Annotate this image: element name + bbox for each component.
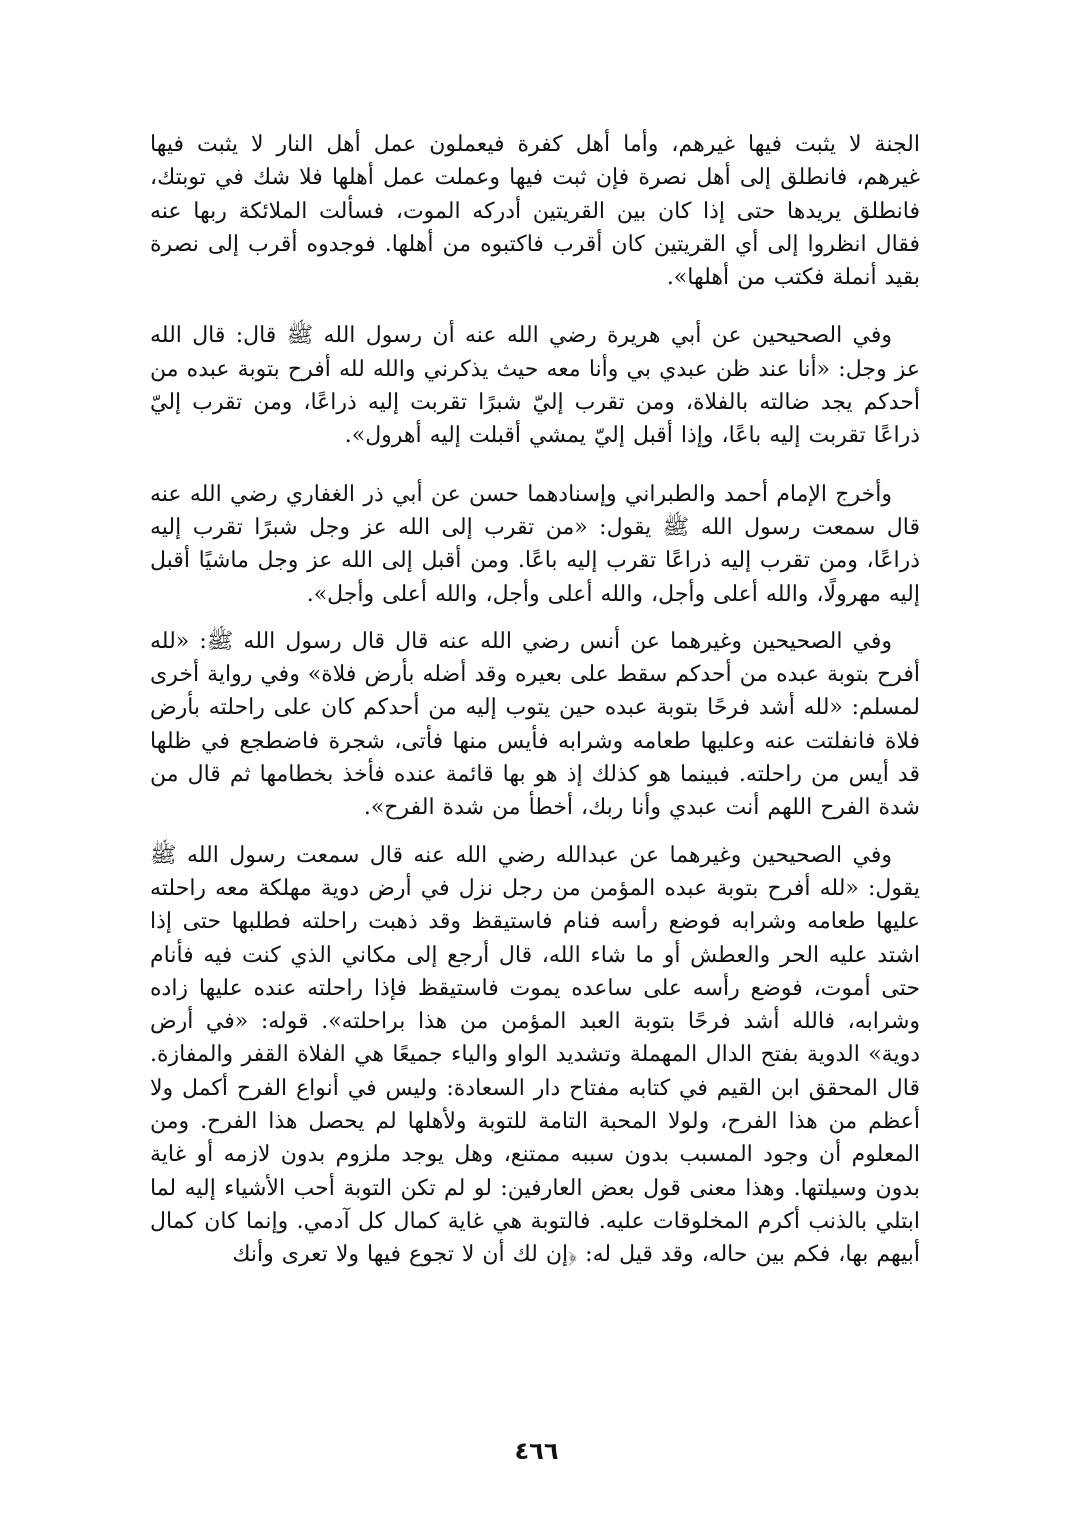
page-body	[150, 128, 920, 1272]
paragraph-abu-dharr-hadith: وأخرج الإمام أحمد والطبراني وإسنادهما حسن عن أبي ذر الغفاري رضي الله عنه قال سمعت رسول الله ﷺ يقول: «من تقرب إلى الله عز وجل شبرًا تقرب إليه ذراعًا، ومن تقرب إليه ذراعًا تقرب إليه باعًا. ومن أقبل إلى الله عز وجل ماشيًا أقبل إليه مهرولًا، والله أعلى وأجل، والله أعلى وأجل، والله أعلى وأجل».	[150, 481, 920, 607]
paragraph-abdullah-hadith: وفي الصحيحين وغيرهما عن عبدالله رضي الله عنه قال سمعت رسول الله ﷺ يقول: «لله أفرح بتوبة عبده المؤمن من رجل نزل في أرض دوية مهلكة معه راحلته عليها طعامه وشرابه فوضع رأسه فنام فاستيقظ وقد ذهبت راحلته فطلبها حتى إذا اشتد عليه الحر والعطش أو ما شاء الله، قال أرجع إلى مكاني الذي كنت فيه فأنام حتى أموت، فوضع رأسه على ساعده يموت فاستيقظ فإذا راحلته عنده عليها زاده وشرابه، فالله أشد فرحًا بتوبة العبد المؤمن من هذا براحلته». قوله: «في أرض دوية» الدوية بفتح الدال المهملة وتشديد الواو والياء جميعًا هي الفلاة القفر والمفازة. قال المحقق ابن القيم في كتابه مفتاح دار السعادة: وليس في أنواع الفرح أكمل ولا أعظم من هذا الفرح، ولولا المحبة التامة للتوبة ولأهلها لم يحصل هذا الفرح. ومن المعلوم أن وجود المسبب بدون سببه ممتنع، وهل يوجد ملزوم بدون لازمه أو غاية بدون وسيلتها. وهذا معنى قول بعض العارفين: لو لم تكن التوبة أحب الأشياء إليه لما ابتلي بالذنب أكرم المخلوقات عليه. فالتوبة هي غاية كمال كل آدمي. وإنما كان كمال أبيهم بها، فكم بين حاله، وقد قيل له: ﴿إن لك أن لا تجوع فيها ولا تعرى وأنك	[150, 842, 920, 1268]
paragraph-abu-hurayra-hadith: وفي الصحيحين عن أبي هريرة رضي الله عنه أن رسول الله ﷺ قال: قال الله عز وجل: «أنا عند ظن عبدي بي وأنا معه حيث يذكرني والله لله أفرح بتوبة عبده من أحدكم يجد ضالته بالفلاة، ومن تقرب إليّ شبرًا تقربت إليه ذراعًا، ومن تقرب إليّ ذراعًا تقربت إليه باعًا، وإذا أقبل إليّ يمشي أقبلت إليه أهرول».	[150, 323, 920, 449]
paragraph-anas-hadith: وفي الصحيحين وغيرهما عن أنس رضي الله عنه قال قال رسول الله ﷺ: «لله أفرح بتوبة عبده من أحدكم سقط على بعيره وقد أضله بأرض فلاة» وفي رواية أخرى لمسلم: «لله أشد فرحًا بتوبة عبده حين يتوب إليه من أحدكم كان على راحلته بأرض فلاة فانفلتت عنه وعليها طعامه وشرابه فأيس منها فأتى، شجرة فاضطجع في ظلها قد أيس من راحلته. فبينما هو كذلك إذ هو بها قائمة عنده فأخذ بخطامها ثم قال من شدة الفرح اللهم أنت عبدي وأنا ربك، أخطأ من شدة الفرح».	[150, 628, 920, 821]
paragraph-continuation: الجنة لا يثبت فيها غيرهم، وأما أهل كفرة فيعملون عمل أهل النار لا يثبت فيها غيرهم، فانطلق إلى أهل نصرة فإن ثبت فيها وعملت عمل أهلها فلا شك في توبتك، فانطلق يريدها حتى إذا كان بين القريتين أدركه الموت، فسألت الملائكة ربها عنه فقال انظروا إلى أي القريتين كان أقرب فاكتبوه من أهلها. فوجدوه أقرب إلى نصرة بقيد أنملة فكتب من أهلها».	[150, 132, 920, 291]
page-number: ٤٦٦	[514, 1437, 559, 1465]
